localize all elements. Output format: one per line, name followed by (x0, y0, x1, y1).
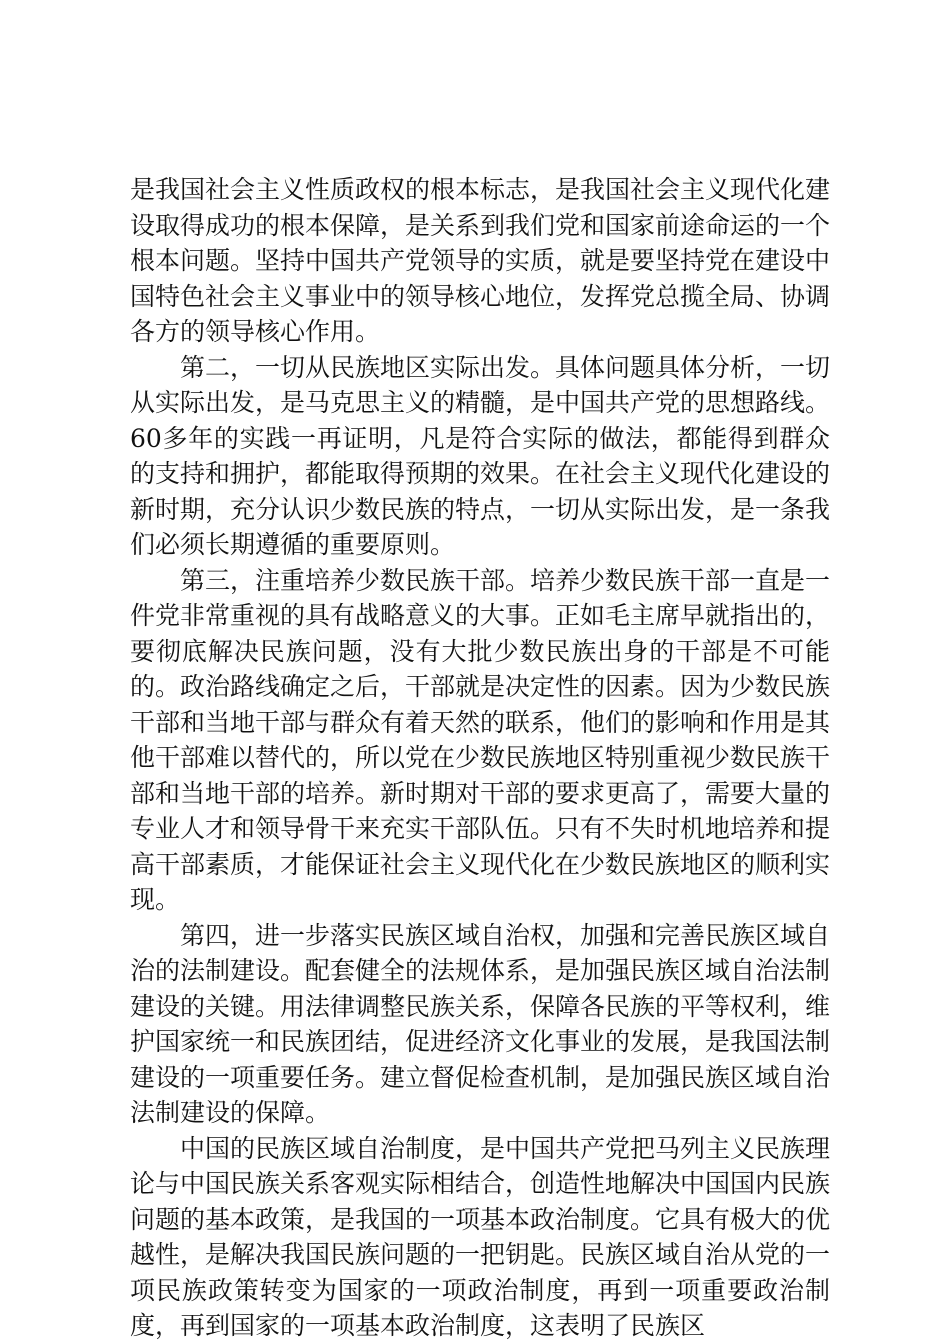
paragraph-point-two: 第二，一切从民族地区实际出发。具体问题具体分析，一切从实际出发，是马克思主义的精髓，是中国共产党的思想路线。60多年的实践一再证明，凡是符合实际的做法，都能得到群众的支持和拥护，都能取得预期的效果。在社会主义现代化建设的新时期，充分认识少数民族的特点，一切从实际出发，是一条我们必须长期遵循的重要原则。 (130, 352, 831, 559)
paragraph-continued: 是我国社会主义性质政权的根本标志，是我国社会主义现代化建设取得成功的根本保障，是关系到我们党和国家前途命运的一个根本问题。坚持中国共产党领导的实质，就是要坚持党在建设中国特色社会主义事业中的领导核心地位，发挥党总揽全局、协调各方的领导核心作用。 (130, 175, 831, 346)
paragraph-conclusion: 中国的民族区域自治制度，是中国共产党把马列主义民族理论与中国民族关系客观实际相结合，创造性地解决中国国内民族问题的基本政策，是我国的一项基本政治制度。它具有极大的优越性，是解决我国民族问题的一把钥匙。民族区域自治从党的一项民族政策转变为国家的一项政治制度，再到一项重要政治制度，再到国家的一项基本政治制度，这表明了民族区 (130, 1133, 831, 1340)
paragraph-point-three: 第三，注重培养少数民族干部。培养少数民族干部一直是一件党非常重视的具有战略意义的大事。正如毛主席早就指出的，要彻底解决民族问题，没有大批少数民族出身的干部是不可能的。政治路线确定之后，干部就是决定性的因素。因为少数民族干部和当地干部与群众有着天然的联系，他们的影响和作用是其他干部难以替代的，所以党在少数民族地区特别重视少数民族干部和当地干部的培养。新时期对干部的要求更高了，需要大量的专业人才和领导骨干来充实干部队伍。只有不失时机地培养和提高干部素质，才能保证社会主义现代化在少数民族地区的顺利实现。 (130, 565, 831, 914)
document-body (130, 172, 830, 1344)
paragraph-point-four: 第四，进一步落实民族区域自治权，加强和完善民族区域自治的法制建设。配套健全的法规体系，是加强民族区域自治法制建设的关键。用法律调整民族关系，保障各民族的平等权利，维护国家统一和民族团结，促进经济文化事业的发展，是我国法制建设的一项重要任务。建立督促检查机制，是加强民族区域自治法制建设的保障。 (130, 920, 831, 1127)
